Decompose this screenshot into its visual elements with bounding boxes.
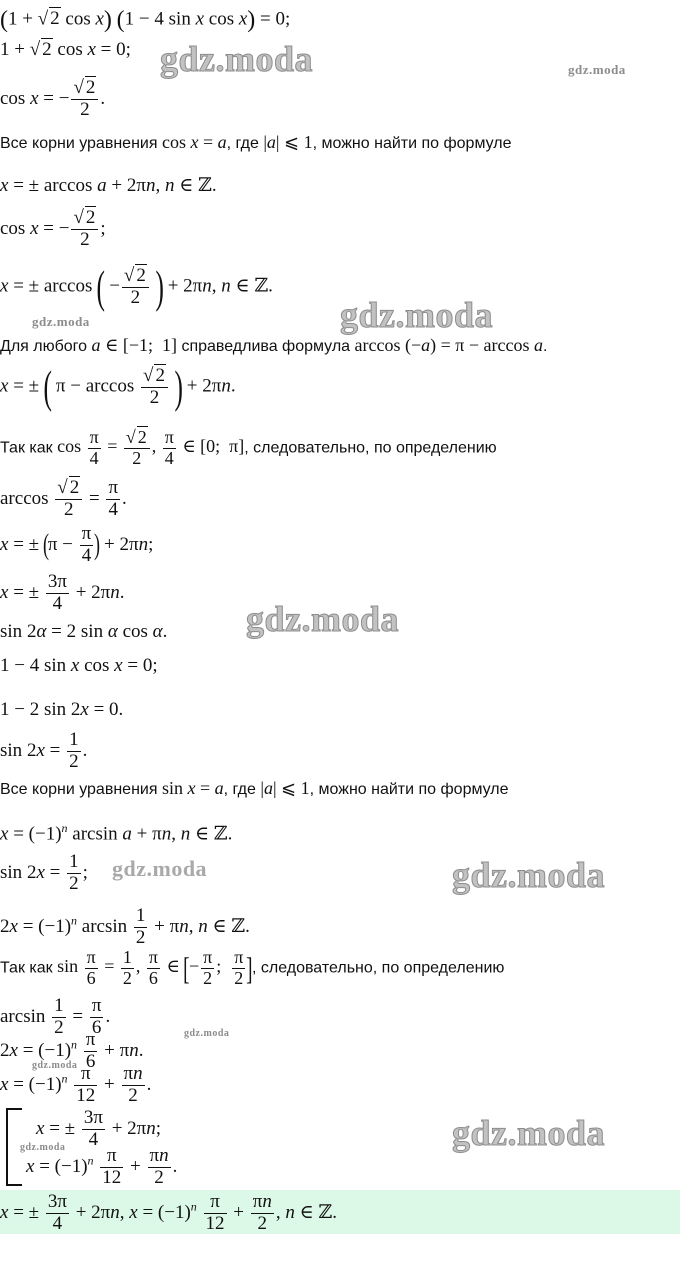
eq-3pi4: x = ± $\frac{3\pi}{4}$ + 2πn. [0, 571, 125, 614]
watermark: gdz.moda [160, 39, 314, 79]
text-since-cos: Так как cos $\frac{\pi}{4}$ = $\frac{√ 2}{2}$ , $\frac{\pi}{4}$ ∈ [0; π], следовательно, по определению [0, 427, 497, 468]
eq-arccos-general: x = ± arccos a + 2πn, n ∈ ℤ. [0, 175, 217, 196]
watermark: gdz.moda [184, 1028, 230, 1039]
eq-cos-repeat: cos x = − $\frac{√ 2}{2}$ ; [0, 207, 106, 250]
watermark: gdz.moda [32, 314, 90, 329]
answer-equation: x = ± $\frac{3\pi}{4}$ + 2πn, $x = (-1)^n$ $\frac{\pi}{12}$ + $\frac{\pi n}{2}$ , n ∈ ℤ. [0, 1191, 338, 1234]
watermark: gdz.moda [340, 295, 494, 335]
eq-sin2x-form: 1 − 2 sin 2x = 0. [0, 699, 124, 720]
text-for-any: Для любого a ∈ [−1; 1] справедлива формула arccos (−a) = π − arccos a. [0, 335, 548, 355]
watermark: gdz.moda [452, 855, 606, 895]
watermark: gdz.moda [452, 1113, 606, 1153]
eq-double-angle: sin 2α = 2 sin α cos α. [0, 621, 168, 642]
eq-2x-arcsin: $2x = (-1)^n$ arcsin $\frac{1}{2}$ + πn, n ∈ ℤ. [0, 905, 250, 948]
eq-first-factor: 1 + √ 2 cos x = 0; [0, 39, 131, 60]
text-roots-sin: Все корни уравнения sin x = a, где |a| ⩽ 1, можно найти по формуле [0, 778, 509, 798]
eq-pi-minus-pi4: x = ± (π − $\frac{\pi}{4}$ ) + 2πn; [0, 523, 154, 566]
eq-arcsin-pi6: arcsin $\frac{1}{2}$ = $\frac{\pi}{6}$ . [0, 995, 111, 1038]
text-roots-cos: Все корни уравнения cos x = a, где |a| ⩽ 1, можно найти по формуле [0, 132, 512, 152]
eq-sin2x-repeat: sin 2x = $\frac{1}{2}$ ; [0, 851, 88, 894]
text-since-sin: Так как sin $\frac{\pi}{6}$ = $\frac{1}{2}$ , $\frac{\pi}{6}$ ∈ [− $\frac{\pi}{2}$ ; $\frac{\pi}{2}$ ], следовательно, по определению [0, 947, 505, 988]
eq-second-factor: 1 − 4 sin x cos x = 0; [0, 655, 158, 676]
eq-sin2x-half: sin 2x = $\frac{1}{2}$ . [0, 729, 88, 772]
watermark: gdz.moda [32, 1060, 78, 1071]
watermark: gdz.moda [112, 856, 208, 881]
watermark: gdz.moda [568, 62, 626, 77]
eq-pi-minus-arccos: x = ± ( π − arccos $\frac{√ 2}{2}$ ) + 2πn. [0, 361, 236, 412]
system-line-2: $x = (-1)^n$ $\frac{\pi}{12}$ + $\frac{\pi n}{2}$ . [26, 1145, 178, 1188]
eq-cos-value: cos x = − $\frac{√ 2}{2}$ . [0, 77, 106, 120]
watermark: gdz.moda [246, 599, 400, 639]
eq-2x-pi6: $2x = (-1)^n$ $\frac{\pi}{6}$ + πn. [0, 1029, 144, 1072]
eq-product: (1 + √ 2 cos x) (1 − 4 sin x cos x) = 0; [0, 7, 291, 33]
eq-arccos-pi4: arccos $\frac{√ 2}{2}$ = $\frac{\pi}{4}$ . [0, 477, 127, 520]
watermark: gdz.moda [20, 1142, 66, 1153]
eq-arcsin-general: $x = (-1)^n$ arcsin a + πn, n ∈ ℤ. [0, 821, 233, 845]
eq-arccos-substituted: x = ± arccos ( − $\frac{√ 2}{2}$ ) + 2πn, n ∈ ℤ. [0, 261, 273, 312]
system-line-1: x = ± $\frac{3\pi}{4}$ + 2πn; [36, 1107, 162, 1150]
eq-x-pi12: $x = (-1)^n$ $\frac{\pi}{12}$ + $\frac{\pi n}{2}$ . [0, 1063, 152, 1106]
